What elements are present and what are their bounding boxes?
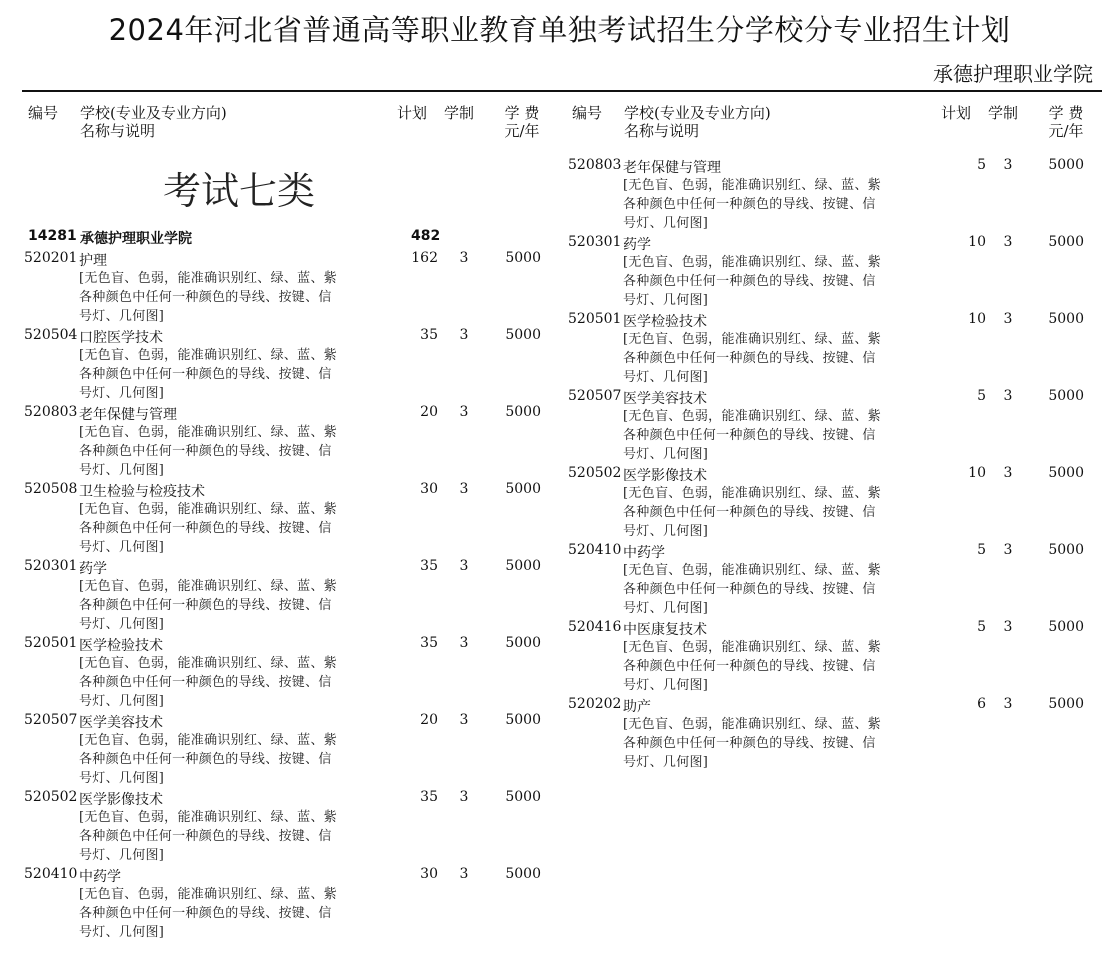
school-name: 承德护理职业学院 (80, 231, 192, 247)
program-fee: 5000 (505, 558, 541, 574)
program-code: 520502 (24, 789, 78, 805)
program-row (24, 788, 554, 808)
right-column (568, 100, 1098, 772)
program-duration: 3 (1003, 619, 1013, 635)
program-name: 医学美容技术 (623, 391, 707, 407)
program-plan: 5 (977, 157, 986, 173)
program-code: 520803 (24, 404, 78, 420)
program-note: [无色盲、色弱，能准确识别红、绿、蓝、紫 各种颜色中任何一种颜色的导线、按键、信 号灯、几何图] (623, 409, 882, 462)
header-rule (22, 90, 1102, 92)
program-fee: 5000 (1048, 388, 1084, 404)
school-plan: 482 (411, 228, 441, 244)
program-plan: 20 (420, 404, 438, 420)
program-note: [无色盲、色弱，能准确识别红、绿、蓝、紫 各种颜色中任何一种颜色的导线、按键、信 号灯、几何图] (79, 887, 338, 940)
program-entry (24, 865, 554, 942)
program-plan: 30 (420, 866, 438, 882)
program-code: 520410 (24, 866, 78, 882)
header-fee: 学 费 元/年 (504, 104, 540, 140)
program-duration: 3 (459, 327, 469, 343)
program-name: 医学美容技术 (79, 715, 163, 731)
program-plan: 35 (420, 558, 438, 574)
program-row (24, 634, 554, 654)
program-duration: 3 (1003, 234, 1013, 250)
program-plan: 10 (968, 465, 986, 481)
program-fee: 5000 (505, 712, 541, 728)
header-plan: 计划 (941, 104, 972, 122)
program-name: 助产 (623, 699, 651, 715)
left-column (24, 100, 554, 942)
program-duration: 3 (459, 558, 469, 574)
program-plan: 5 (977, 619, 986, 635)
program-entry (24, 403, 554, 480)
program-entry (24, 326, 554, 403)
program-row (568, 387, 1098, 407)
program-row (24, 326, 554, 346)
program-duration: 3 (459, 712, 469, 728)
program-note: [无色盲、色弱，能准确识别红、绿、蓝、紫 各种颜色中任何一种颜色的导线、按键、信 号灯、几何图] (79, 271, 338, 324)
program-entry (568, 464, 1098, 541)
program-row (24, 557, 554, 577)
program-name: 卫生检验与检疫技术 (79, 484, 205, 500)
column-header (568, 100, 1098, 156)
program-plan: 162 (411, 250, 438, 266)
program-plan: 6 (977, 696, 986, 712)
program-entry (24, 480, 554, 557)
program-plan: 10 (968, 234, 986, 250)
program-fee: 5000 (1048, 234, 1084, 250)
program-entry (24, 557, 554, 634)
program-note: [无色盲、色弱，能准确识别红、绿、蓝、紫 各种颜色中任何一种颜色的导线、按键、信 号灯、几何图] (623, 486, 882, 539)
program-code: 520416 (568, 619, 622, 635)
program-duration: 3 (1003, 157, 1013, 173)
program-note: [无色盲、色弱，能准确识别红、绿、蓝、紫 各种颜色中任何一种颜色的导线、按键、信 号灯、几何图] (623, 332, 882, 385)
program-fee: 5000 (1048, 311, 1084, 327)
program-note: [无色盲、色弱，能准确识别红、绿、蓝、紫 各种颜色中任何一种颜色的导线、按键、信 号灯、几何图] (623, 255, 882, 308)
program-note: [无色盲、色弱，能准确识别红、绿、蓝、紫 各种颜色中任何一种颜色的导线、按键、信 号灯、几何图] (79, 733, 338, 786)
program-name: 药学 (79, 561, 107, 577)
program-row (568, 464, 1098, 484)
program-name: 医学影像技术 (623, 468, 707, 484)
right-entry-list (568, 156, 1098, 772)
program-note: [无色盲、色弱，能准确识别红、绿、蓝、紫 各种颜色中任何一种颜色的导线、按键、信 号灯、几何图] (79, 579, 338, 632)
program-code: 520502 (568, 465, 622, 481)
program-plan: 30 (420, 481, 438, 497)
program-entry (568, 695, 1098, 772)
program-code: 520201 (24, 250, 78, 266)
program-name: 医学影像技术 (79, 792, 163, 808)
column-header (24, 100, 554, 156)
program-fee: 5000 (505, 481, 541, 497)
program-row (568, 310, 1098, 330)
program-duration: 3 (459, 250, 469, 266)
program-fee: 5000 (505, 866, 541, 882)
program-duration: 3 (459, 866, 469, 882)
program-code: 520410 (568, 542, 622, 558)
program-row (568, 618, 1098, 638)
program-plan: 5 (977, 388, 986, 404)
program-name: 中药学 (623, 545, 665, 561)
program-fee: 5000 (505, 327, 541, 343)
program-duration: 3 (459, 635, 469, 651)
category-heading: 考试七类 (162, 169, 315, 213)
program-duration: 3 (1003, 311, 1013, 327)
school-row (24, 226, 554, 249)
program-row (24, 711, 554, 731)
program-note: [无色盲、色弱，能准确识别红、绿、蓝、紫 各种颜色中任何一种颜色的导线、按键、信 号灯、几何图] (623, 640, 882, 693)
program-row (24, 403, 554, 423)
program-name: 中医康复技术 (623, 622, 707, 638)
program-code: 520501 (24, 635, 78, 651)
program-code: 520508 (24, 481, 78, 497)
header-duration: 学制 (988, 104, 1019, 122)
page-title: 2024年河北省普通高等职业教育单独考试招生分学校分专业招生计划 (108, 13, 1011, 47)
program-fee: 5000 (1048, 696, 1084, 712)
program-name: 医学检验技术 (79, 638, 163, 654)
header-duration: 学制 (444, 104, 475, 122)
program-entry (568, 310, 1098, 387)
program-code: 520202 (568, 696, 622, 712)
program-note: [无色盲、色弱，能准确识别红、绿、蓝、紫 各种颜色中任何一种颜色的导线、按键、信 号灯、几何图] (79, 810, 338, 863)
program-row (24, 865, 554, 885)
program-duration: 3 (1003, 465, 1013, 481)
program-name: 中药学 (79, 869, 121, 885)
program-fee: 5000 (1048, 465, 1084, 481)
program-plan: 35 (420, 789, 438, 805)
program-note: [无色盲、色弱，能准确识别红、绿、蓝、紫 各种颜色中任何一种颜色的导线、按键、信 号灯、几何图] (79, 348, 338, 401)
program-plan: 35 (420, 327, 438, 343)
program-code: 520501 (568, 311, 622, 327)
program-duration: 3 (1003, 696, 1013, 712)
program-entry (24, 249, 554, 326)
program-plan: 5 (977, 542, 986, 558)
program-entry (568, 233, 1098, 310)
program-note: [无色盲、色弱，能准确识别红、绿、蓝、紫 各种颜色中任何一种颜色的导线、按键、信 号灯、几何图] (79, 502, 338, 555)
program-name: 护理 (79, 253, 107, 269)
program-row (24, 480, 554, 500)
school-subtitle: 承德护理职业学院 (933, 62, 1093, 86)
program-name: 药学 (623, 237, 651, 253)
program-duration: 3 (459, 789, 469, 805)
header-fee: 学 费 元/年 (1048, 104, 1084, 140)
header-name: 学校(专业及专业方向) 名称与说明 (624, 104, 771, 140)
program-fee: 5000 (1048, 157, 1084, 173)
program-name: 口腔医学技术 (79, 330, 163, 346)
program-row (568, 541, 1098, 561)
program-note: [无色盲、色弱，能准确识别红、绿、蓝、紫 各种颜色中任何一种颜色的导线、按键、信 号灯、几何图] (623, 563, 882, 616)
program-entry (568, 541, 1098, 618)
program-duration: 3 (1003, 542, 1013, 558)
header-name: 学校(专业及专业方向) 名称与说明 (80, 104, 227, 140)
program-entry (568, 387, 1098, 464)
header-id: 编号 (572, 104, 603, 122)
program-entry (24, 634, 554, 711)
program-entry (24, 711, 554, 788)
header-plan: 计划 (397, 104, 428, 122)
program-code: 520507 (24, 712, 78, 728)
program-code: 520507 (568, 388, 622, 404)
program-code: 520301 (24, 558, 78, 574)
program-fee: 5000 (1048, 619, 1084, 635)
program-row (24, 249, 554, 269)
program-note: [无色盲、色弱，能准确识别红、绿、蓝、紫 各种颜色中任何一种颜色的导线、按键、信 号灯、几何图] (623, 178, 882, 231)
program-plan: 10 (968, 311, 986, 327)
program-name: 老年保健与管理 (623, 160, 721, 176)
program-row (568, 695, 1098, 715)
program-fee: 5000 (505, 250, 541, 266)
program-duration: 3 (459, 404, 469, 420)
program-duration: 3 (459, 481, 469, 497)
program-note: [无色盲、色弱，能准确识别红、绿、蓝、紫 各种颜色中任何一种颜色的导线、按键、信 号灯、几何图] (623, 717, 882, 770)
program-row (568, 233, 1098, 253)
program-fee: 5000 (505, 635, 541, 651)
program-plan: 20 (420, 712, 438, 728)
left-entry-list (24, 249, 554, 942)
program-fee: 5000 (1048, 542, 1084, 558)
program-code: 520301 (568, 234, 622, 250)
program-code: 520504 (24, 327, 78, 343)
program-name: 老年保健与管理 (79, 407, 177, 423)
program-duration: 3 (1003, 388, 1013, 404)
program-fee: 5000 (505, 789, 541, 805)
program-entry (568, 156, 1098, 233)
program-fee: 5000 (505, 404, 541, 420)
program-code: 520803 (568, 157, 622, 173)
program-entry (568, 618, 1098, 695)
program-entry (24, 788, 554, 865)
program-row (568, 156, 1098, 176)
program-note: [无色盲、色弱，能准确识别红、绿、蓝、紫 各种颜色中任何一种颜色的导线、按键、信 号灯、几何图] (79, 656, 338, 709)
program-name: 医学检验技术 (623, 314, 707, 330)
program-note: [无色盲、色弱，能准确识别红、绿、蓝、紫 各种颜色中任何一种颜色的导线、按键、信 号灯、几何图] (79, 425, 338, 478)
program-plan: 35 (420, 635, 438, 651)
school-code: 14281 (28, 228, 77, 244)
header-id: 编号 (28, 104, 59, 122)
